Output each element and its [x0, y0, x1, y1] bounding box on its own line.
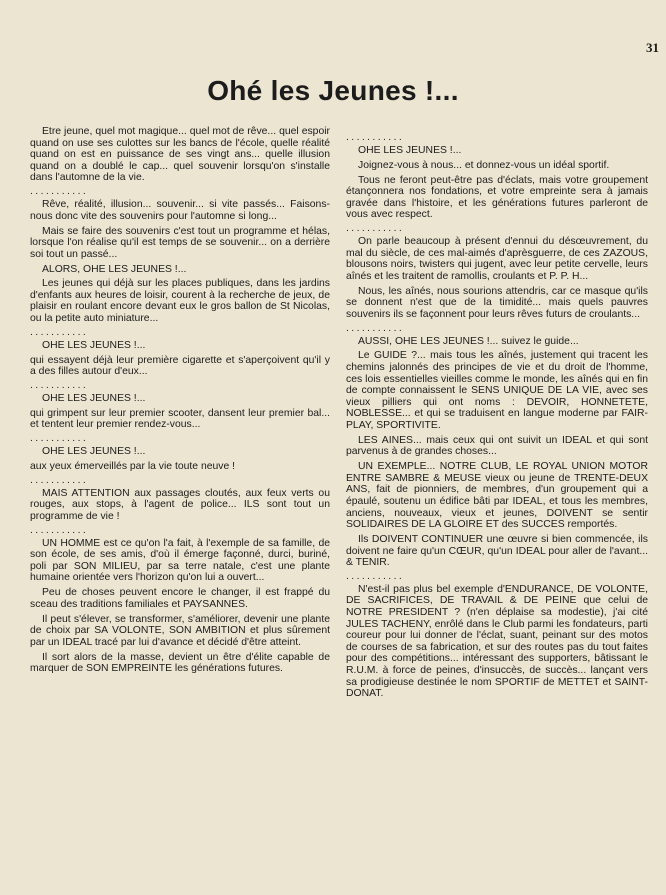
paragraph: AUSSI, OHE LES JEUNES !... suivez le guide... [358, 335, 579, 347]
paragraph: Tous ne feront peut-être pas d'éclats, mais votre groupement étançonnera nos fondations, et votre empreinte sera à jamais gravée dans l'histoire, et les générations futures parleront de vous avec respect. [346, 174, 648, 221]
paragraph: Etre jeune, quel mot magique... quel mot de rêve... quel espoir quand on use ses culottes sur les bancs de l'école, quelle réalité quand on est en puissance de ses vingt ans... quelle illusion quand on a doublé le cap... quel souvenir lorsqu'on s'installe dans l'automne de la vie. [30, 126, 330, 184]
separator-dots: ........... [30, 326, 89, 338]
paragraph: UN EXEMPLE... NOTRE CLUB, LE ROYAL UNION MOTOR ENTRE SAMBRE & MEUSE vieux ou jeune de TRENTE-DEUX ANS, fait de pionniers, de membres, d'un groupement qui a épaulé, soutenu un édifice bâti par IDEAL, et tous les membres, anciens, nouveaux, vieux et jeunes, DOIVENT se sentir SOLIDAIRES DE LA GLOIRE ET des SUCCES remportés. [346, 461, 648, 531]
paragraph: ALORS, OHE LES JEUNES !... [42, 263, 187, 275]
paragraph: Ils DOIVENT CONTINUER une œuvre si bien commencée, ils doivent ne faire qu'un CŒUR, qu'un IDEAL pour aller de l'avant... & TENIR. [346, 533, 648, 569]
paragraph: Les jeunes qui déjà sur les places publiques, dans les jardins d'enfants aux heures de loisir, courent à la recherche de jeux, de plaisir en roulant encore devant eux le gros ballon de St Nicolas, ou la petite auto miniature... [30, 278, 330, 325]
paragraph: Rêve, réalité, illusion... souvenir... si vite passés... Faisons-nous donc vite des souvenirs pour l'automne si long... [30, 199, 330, 222]
paragraph: LES AINES... mais ceux qui ont suivit un IDEAL et qui sont parvenus à de grandes choses... [346, 434, 648, 458]
paragraph: Mais se faire des souvenirs c'est tout un programme et hélas, lorsque l'on réalise qu'il est temps de se souvenir... on a derrière soi tout un passé... [30, 225, 330, 260]
paragraph: Joignez-vous à nous... et donnez-vous un idéal sportif. [358, 159, 610, 171]
paragraph: Peu de choses peuvent encore le changer, il est frappé du sceau des traditions familiales et PAYSANNES. [30, 587, 330, 610]
page-number: 31 [646, 40, 659, 55]
paragraph: OHE LES JEUNES !... [358, 145, 462, 156]
paragraph: UN HOMME est ce qu'on l'a fait, à l'exemple de sa famille, de son école, de ses amis, d'où il émerge façonné, durci, buriné, poli par SON MILIEU, par sa terre natale, c'est une plante humaine orientée vers l'horizon qu'on lui a ouvert... [30, 537, 330, 584]
page-title: Ohé les Jeunes !... [207, 75, 459, 106]
separator-dots: ........... [346, 570, 405, 582]
paragraph: Il peut s'élever, se transformer, s'améliorer, devenir une plante de choix par SA VOLONTE, SON AMBITION et plus sûrement par un IDEAL tracé par lui d'avance et décidé d'être atteint. [30, 613, 330, 648]
separator-dots: ........... [30, 433, 89, 445]
separator-dots: ........... [30, 474, 89, 486]
separator-dots: ........... [346, 322, 405, 334]
separator-dots: ........... [30, 186, 89, 198]
separator-dots: ........... [346, 132, 405, 143]
paragraph: On parle beaucoup à présent d'ennui du désœuvrement, du mal du siècle, de ces mal-aimés d'aprèsguerre, de ces ZAZOUS, blousons noirs, twisters qui jugent, avec leur petite cervelle, leurs aînés et les traitent de ramollis, croulants et P. P. H... [346, 236, 648, 282]
paragraph: qui grimpent sur leur premier scooter, dansent leur premier bal... et tentent leur premier rendez-vous... [30, 407, 330, 431]
left-column [30, 126, 330, 678]
right-column [346, 133, 648, 703]
separator-dots: ........... [346, 223, 405, 235]
paragraph: N'est-il pas plus bel exemple d'ENDURANCE, DE VOLONTE, DE SACRIFICES, DE TRAVAIL & DE PEINE que celui de NOTRE PRESIDENT ? (n'en déplaise sa modestie), j'ai cité JULES TACHENY, enrôlé dans le Club parmi les fondateurs, parti coureur pour lui donner de l'éclat, suant, peinant sur des motos de courses de sa fabrication, et sur des routes pas du tout faites pour des compétitions... intéressant des supporters, bâtissant le R.U.M. à force de peines, d'insuccès, de succès... lançant vers sa prodigieuse destinée le nom SPORTIF de METTET et SAINT-DONAT. [346, 583, 648, 700]
paragraph: Le GUIDE ?... mais tous les aînés, justement qui tracent les chemins jalonnés des principes de vie et du droit de l'homme, ces lois essentielles vieilles comme le monde, les aînés qui en fin de compte connaissent le SENS UNIQUE DE LA VIE, avec ses vieux pilliers qui ont noms : DEVOIR, HONNETETE, NOBLESSE... et qui se traduisent en langue moderne par FAIR-PLAY, SPORTIVITE. [346, 350, 648, 431]
paragraph: OHE LES JEUNES !... [42, 446, 146, 458]
paragraph: Nous, les aînés, nous sourions attendris, car ce masque qu'ils se donnent n'est que de la timidité... mais quels pauvres souvenirs ils se façonnent pour leurs rêves futurs de croulants... [346, 285, 648, 320]
separator-dots: ........... [30, 380, 89, 391]
paragraph: qui essayent déjà leur première cigarette et s'aperçoivent qu'il y a des filles autour d'eux... [30, 354, 330, 378]
paragraph: OHE LES JEUNES !... [42, 393, 146, 404]
paragraph: MAIS ATTENTION aux passages cloutés, aux feux verts ou rouges, aux stops, à l'agent de police... ILS sont tout un programme de vie ! [30, 487, 330, 522]
paragraph: Il sort alors de la masse, devient un être d'élite capable de marquer de SON EMPREINTE les générations futures. [30, 651, 330, 675]
paragraph: aux yeux émerveillés par la vie toute neuve ! [30, 460, 236, 472]
separator-dots: ........... [30, 524, 89, 536]
paragraph: OHE LES JEUNES !... [42, 339, 146, 351]
